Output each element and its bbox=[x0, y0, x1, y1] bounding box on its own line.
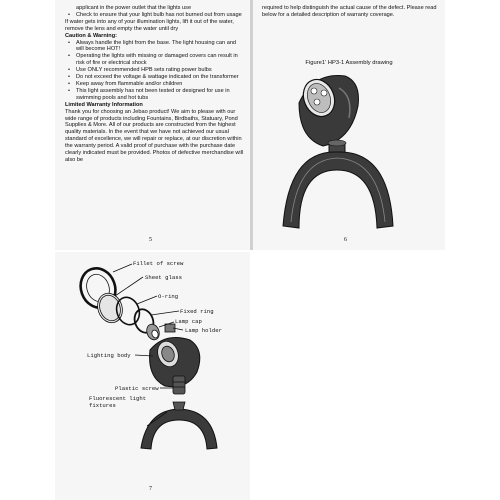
page-number-7: 7 bbox=[149, 486, 152, 492]
page-number-5: 5 bbox=[149, 237, 152, 243]
label-sheet-glass: Sheet glass bbox=[145, 274, 182, 281]
label-lamp-holder: Lamp holder bbox=[185, 327, 222, 334]
bullet-item: • This light assembly has not been tested or designed for use in swimming pools and hot tubs bbox=[65, 88, 245, 102]
section-heading: Caution & Warning: bbox=[65, 32, 117, 39]
label-fixed-ring: Fixed ring bbox=[180, 308, 214, 315]
label-fillet-of-screw: Fillet of screw bbox=[133, 260, 184, 267]
bullet-item: • Check to ensure that your light bulb has not burned out from usage bbox=[65, 12, 245, 19]
manual-page-7 bbox=[55, 252, 250, 500]
bullet-item: • Do not exceed the voltage & wattage indicated on the transformer bbox=[65, 74, 245, 81]
manual-page-5 bbox=[55, 0, 250, 250]
bullet-item: • Operating the lights with missing or damaged covers can result in risk of fire or electrical shock bbox=[65, 53, 245, 67]
manual-page-6 bbox=[253, 0, 445, 250]
label-lighting-body: Lighting body bbox=[87, 352, 131, 359]
label-fluorescent-light-fixtures: Fluorescent light fixtures bbox=[89, 395, 147, 409]
exploded-view-drawing bbox=[55, 252, 250, 500]
label-plastic-screw: Plastic screw bbox=[115, 385, 159, 392]
paragraph: If water gets into any of your illumination lights, lift it out of the water, remove the lens and empty the water until dry bbox=[65, 18, 234, 32]
page-number-6: 6 bbox=[344, 237, 347, 243]
section-heading: Limited Warranty Information bbox=[65, 101, 143, 108]
stake-illustration bbox=[283, 152, 393, 228]
bullet-item: • Always handle the light from the base. The light housing can and will become HOT! bbox=[65, 40, 245, 54]
bullet-item: • Use ONLY recommended HPB sets rating power bulbs bbox=[65, 67, 245, 74]
page-5-text bbox=[65, 5, 245, 164]
paragraph: applicant in the power outlet that the lights use bbox=[76, 5, 192, 11]
label-o-ring: O-ring bbox=[158, 293, 179, 300]
bullet-item: • Keep away from flammable and/or children bbox=[65, 81, 245, 88]
lamp-head-illustration bbox=[298, 75, 358, 146]
paragraph: Thank you for choosing an Jebao product! We aim to please with our wide range of products including Fountains, Birdbaths, Statuary, Pond Supplies & More. All of our products are constructed from the highest quality materials. In the event that we have not achieved our usual standard of excellence, we will repair or replace, at our discretion within the warranty period. A valid proof of purchase with the purchase date clearly indicated must be provided. Photos of defective merchandise will also be bbox=[65, 108, 244, 163]
assembly-drawing bbox=[253, 0, 445, 250]
warranty-intro-text: required to help distinguish the actual cause of the defect. Please read below for a detailed description of warranty coverage. bbox=[262, 5, 437, 18]
figure-title: Figure1' HP3-1 Assembly drawing bbox=[305, 60, 393, 66]
label-lamp-cap: Lamp cap bbox=[175, 318, 202, 325]
